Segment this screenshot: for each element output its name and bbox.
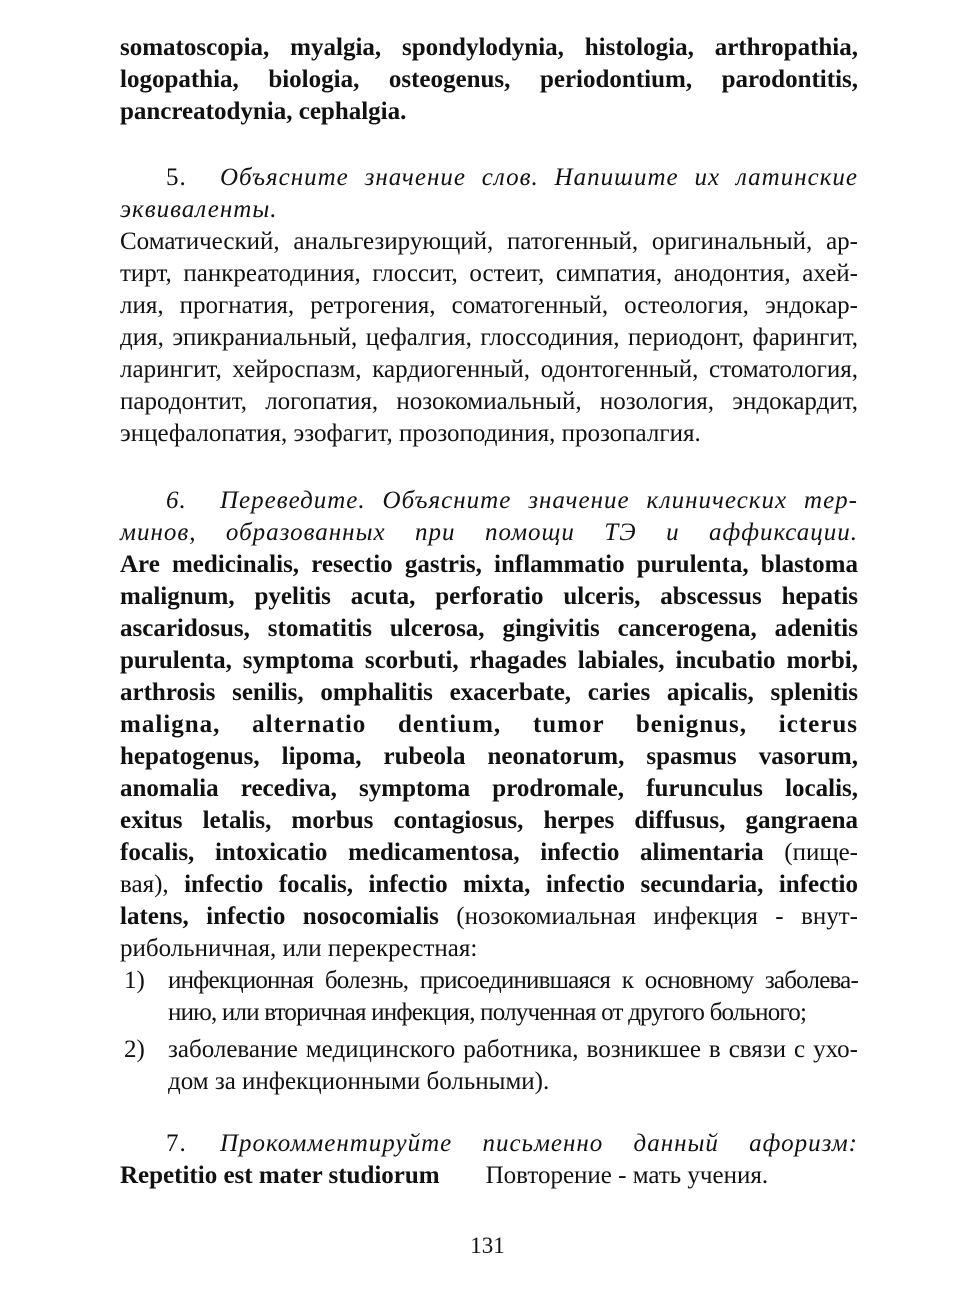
term-line: malignum, pyelitis acuta, perforatio ulceris, abscessus hepatis (120, 583, 858, 610)
aphorism-translation: Повторение - мать учения. (485, 1162, 769, 1189)
intro-term-list (120, 32, 858, 128)
term-plain-segment: вая), (120, 871, 185, 898)
task-number: 5. (166, 164, 187, 191)
task-heading-continued: минов, образованных при помощи ТЭ и аффиксации. (120, 519, 858, 546)
text-line: инфекционная болезнь, присоединившаяся к основному заболева- (168, 967, 858, 994)
text-line: ларингит, хейроспазм, кардиогенный, одонтогенный, стоматология, (120, 356, 858, 383)
text-line: рибольничная, или перекрестная: (120, 935, 478, 962)
text-line: заболевание медицинского работника, возникшее в связи с ухо- (168, 1036, 858, 1063)
aphorism-line (120, 1160, 858, 1192)
numbered-item-1 (120, 965, 858, 1029)
term-line: purulenta, symptoma scorbuti, rhagades labiales, incubatio morbi, (120, 647, 858, 674)
task-number: 6. (166, 487, 187, 514)
text-line: somatoscopia, myalgia, spondylodynia, histologia, arthropathia, (120, 34, 858, 61)
numbered-item-2 (120, 1034, 858, 1098)
aphorism-latin: Repetitio est mater studiorum (120, 1162, 440, 1189)
term-plain-segment: (пище- (763, 839, 858, 866)
term-line-mixed (120, 901, 858, 933)
term-bold-segment: focalis, intoxicatio medicamentosa, infectio alimentaria (120, 839, 764, 866)
text-line: энцефалопатия, эзофагит, прозоподиния, прозопалгия. (120, 420, 701, 447)
text-line: дия, эпикраниальный, цефалгия, глоссодиния, периодонт, фарингит, (120, 324, 858, 351)
task-number: 7. (166, 1130, 187, 1157)
term-line-mixed (120, 837, 858, 869)
term-line: Are medicinalis, resectio gastris, inflammatio purulenta, blastoma (120, 551, 858, 578)
term-line: anomalia recediva, symptoma prodromale, furunculus localis, (120, 775, 858, 802)
task-heading-text: Прокомментируйте письменно данный афоризм: (220, 1130, 858, 1157)
term-line: arthrosis senilis, omphalitis exacerbate, caries apicalis, splenitis (120, 679, 858, 706)
item-text (168, 965, 858, 1029)
term-bold-segment: infectio focalis, infectio mixta, infectio secundaria, infectio (184, 871, 858, 898)
term-line: exitus letalis, morbus contagiosus, herpes diffusus, gangraena (120, 807, 858, 834)
page-number: 131 (470, 1233, 505, 1258)
term-line-mixed (120, 869, 858, 901)
item-number: 1) (124, 967, 145, 994)
task-heading (120, 485, 858, 517)
term-plain-segment: (нозокомиальная инфекция - внут- (438, 903, 858, 930)
text-line: лия, прогнатия, ретрогения, соматогенный, остеология, эндокар- (120, 292, 858, 319)
item-text (168, 1034, 858, 1098)
text-line: pancreatodynia, cephalgia. (120, 98, 407, 125)
item-number: 2) (124, 1036, 145, 1063)
text-line: Соматический, анальгезирующий, патогенный, оригинальный, ар- (120, 228, 858, 255)
task-heading-continued: эквиваленты. (120, 196, 278, 223)
term-bold-segment: latens, infectio nosocomialis (120, 903, 439, 930)
text-line: тирт, панкреатодиния, глоссит, остеит, симпатия, анодонтия, ахей- (120, 260, 858, 287)
term-line: ascaridosus, stomatitis ulcerosa, gingivitis cancerogena, adenitis (120, 615, 858, 642)
task-heading (120, 162, 858, 194)
task-heading (120, 1128, 858, 1160)
task-heading-text: Объясните значение слов. Напишите их латинские (220, 164, 858, 191)
text-line: дом за инфекционными больными). (168, 1068, 550, 1095)
task-heading-text: Переведите. Объясните значение клинических тер- (220, 487, 858, 514)
term-line: hepatogenus, lipoma, rubeola neonatorum, spasmus vasorum, (120, 743, 858, 770)
text-line: нию, или вторичная инфекция, полученная от другого больного; (168, 999, 807, 1026)
term-line: maligna, alternatio dentium, tumor benignus, icterus (120, 711, 858, 738)
task-5 (120, 162, 858, 450)
text-line: logopathia, biologia, osteogenus, periodontium, parodontitis, (120, 66, 858, 93)
task-6 (120, 485, 858, 965)
text-line: пародонтит, логопатия, нозокомиальный, нозология, эндокардит, (120, 388, 858, 415)
task-7 (120, 1128, 858, 1192)
